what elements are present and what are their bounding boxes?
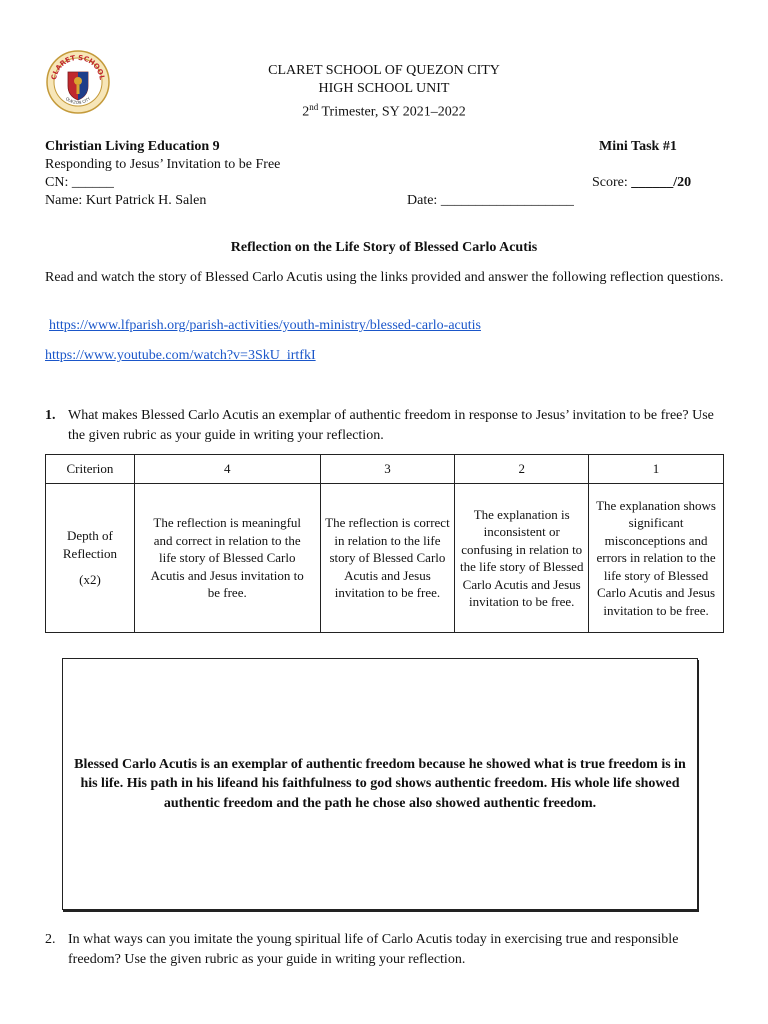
- rubric-header-1: 1: [589, 455, 724, 484]
- rubric-cell-2: The explanation is inconsistent or confusing in relation to the life story of Blessed Carlo Acutis and Jesus invitation to be free.: [455, 484, 589, 633]
- rubric-row: [46, 484, 724, 633]
- trimester-rest: Trimester, SY 2021–2022: [318, 104, 466, 120]
- question-1-text: What makes Blessed Carlo Acutis an exemplar of authentic freedom in response to Jesus’ invitation to be free? Use the given rubric as your guide in writing your reflection.: [68, 408, 714, 443]
- cn-field: CN: ______: [45, 175, 114, 190]
- score-label: Score:: [592, 175, 632, 190]
- seal-top-text: CLARET SCHOOL: [50, 53, 106, 81]
- rubric-header-criterion: Criterion: [46, 455, 135, 484]
- answer-1-box[interactable]: [62, 658, 698, 910]
- school-name: CLARET SCHOOL OF QUEZON CITY: [268, 63, 500, 78]
- school-unit: HIGH SCHOOL UNIT: [318, 81, 450, 96]
- rubric-header-3: 3: [320, 455, 455, 484]
- criterion-name: Depth of Reflection: [62, 528, 118, 561]
- parish-link[interactable]: https://www.lfparish.org/parish-activities/youth-ministry/blessed-carlo-acutis: [49, 318, 481, 333]
- date-field: Date: ___________________: [407, 193, 574, 208]
- score-field: [592, 174, 691, 192]
- trimester-ordinal: 2: [302, 104, 310, 120]
- criterion-weight: (x2): [79, 572, 101, 588]
- question-2-text: In what ways can you imitate the young spiritual life of Carlo Acutis today in exercising true and responsible freedom? Use the given rubric as your guide in writing your reflection.: [68, 932, 679, 967]
- rubric-header-row: [46, 455, 724, 484]
- trimester-suffix: nd: [309, 102, 319, 112]
- trimester-line: [0, 95, 768, 122]
- question-1-number: 1.: [45, 408, 56, 423]
- answer-1-text: Blessed Carlo Acutis is an exemplar of authentic freedom because he showed what is true freedom is in his life. His path in his lifeand his faithfulness to god shows authentic freedom. His whole life showed authentic freedom and the path he chose also showed authentic freedom.: [74, 756, 686, 811]
- topic-line: Responding to Jesus’ Invitation to be Free: [45, 157, 281, 172]
- rubric-header-2: 2: [455, 455, 589, 484]
- subject-title: Christian Living Education 9: [45, 139, 220, 154]
- rubric-header-4: 4: [134, 455, 320, 484]
- rubric-table: [45, 454, 724, 633]
- rubric-cell-1: The explanation shows significant misconceptions and errors in relation to the life story of Blessed Carlo Acutis and Jesus invitation to be free.: [589, 484, 724, 633]
- reflection-title: Reflection on the Life Story of Blessed Carlo Acutis: [230, 240, 538, 255]
- score-blank: ______: [631, 175, 674, 190]
- youtube-link[interactable]: https://www.youtube.com/watch?v=3SkU_irtfkI: [45, 348, 316, 363]
- seal-bottom-text: QUEZON CITY: [64, 95, 92, 106]
- task-label: Mini Task #1: [599, 139, 677, 154]
- instructions: Read and watch the story of Blessed Carlo Acutis using the links provided and answer the following reflection questions.: [45, 270, 724, 285]
- score-total: /20: [673, 175, 692, 190]
- rubric-criterion-cell: [46, 484, 135, 633]
- rubric-cell-4: The reflection is meaningful and correct in relation to the life story of Blessed Carlo Acutis and Jesus invitation to be free.: [134, 484, 320, 633]
- rubric-cell-3: The reflection is correct in relation to the life story of Blessed Carlo Acutis and Jesus invitation to be free.: [320, 484, 455, 633]
- question-2-number: 2.: [45, 932, 56, 947]
- student-name: Name: Kurt Patrick H. Salen: [45, 193, 207, 208]
